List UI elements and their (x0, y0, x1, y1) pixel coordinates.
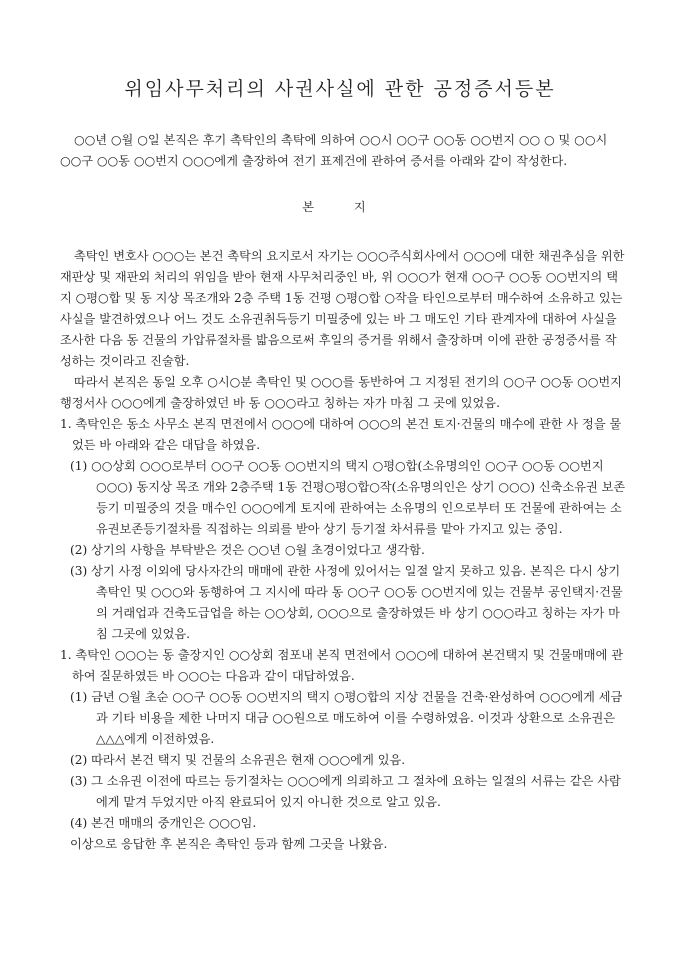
document-title: 위임사무처리의 사권사실에 관한 공정증서등본 (124, 78, 556, 100)
statement-paragraph: 촉탁인 변호사 ○○○는 본건 촉탁의 요지로서 자기는 ○○○주식회사에서 ○○○에 대한 채권추심을 위한 재판상 및 재판외 처리의 위임을 받아 현재 사무처리중인 바, 위 ○○○가 현재 ○○구 ○○동 ○○번지의 택지 ○평○합 및 동 지상 목조개와 2층 주택 1동 건평 ○평○합 ○작을 타인으로부터 매수하여 소유하고 있는 사실을 발견하였으나 어느 것도 소유권취득등기 미필중에 있는 바 그 매도인 기타 관계자에 대하여 사실을 조사한 다음 동 건물의 가압류절차를 밟음으로써 후일의 증거를 위해서 출장하며 이에 관한 공정증서를 작성하는 것이라고 진술함. (60, 249, 625, 368)
section-1-item-2: (2) 상기의 사항을 부탁받은 것은 ○○년 ○월 초경이었다고 생각함. (70, 543, 425, 557)
section-2-text: 1. 촉탁인 ○○○는 동 출장지인 ○○상회 점포내 본직 면전에서 ○○○에 대하여 본건택지 및 건물매매에 관하여 질문하였든 바 ○○○는 다음과 같이 대답하였음. (60, 648, 623, 683)
intro-paragraph: ○○년 ○월 ○일 본직은 후기 촉탁인의 촉탁에 의하여 ○○시 ○○구 ○○동 ○○번지 ○○ ○ 및 ○○시 ○○구 ○○동 ○○번지 ○○○에게 출장하여 전기 표제건에 관하여 증서를 아래와 같이 작성한다. (60, 133, 608, 168)
section-1-text: 1. 촉탁인은 동소 사무소 본직 면전에서 ○○○에 대하여 ○○○의 본건 토지·건물의 매수에 관한 사 정을 물었든 바 아래와 같은 대답을 하였음. (60, 417, 622, 452)
section-2-item-4: (4) 본건 매매의 중개인은 ○○○임. (70, 816, 257, 830)
section-1-item-1: (1) ○○상회 ○○○로부터 ○○구 ○○동 ○○번지의 택지 ○평○합(소유명의인 ○○구 ○○동 ○○번지 ○○○) 동지상 목조 개와 2층주택 1동 건평○평○합○작(소유명의인은 상기 ○○○) 신축소유권 보존등기 미필중의 것을 매수인 ○○○에게 토지에 관하여는 소유명의 인으로부터 또 건물에 관하여는 소유권보존등기절차를 직접하는 의뢰를 받아 상기 등기절 차서류를 맡아 가지고 있는 중임. (70, 459, 626, 536)
section-2-item-1: (1) 금년 ○월 초순 ○○구 ○○동 ○○번지의 택지 ○평○합의 지상 건물을 건축·완성하여 ○○○에게 세금과 기타 비용을 제한 나머지 대금 ○○원으로 매도하여 이를 수령하였음. 이것과 상환으로 소유권은 △△△에게 이전하였음. (70, 690, 623, 746)
document-body (60, 130, 626, 855)
section-heading: 본 지 (302, 200, 384, 214)
section-2-item-3: (3) 그 소유권 이전에 따르는 등기절차는 ○○○에게 의뢰하고 그 절차에 요하는 일절의 서류는 같은 사람에게 맡겨 두었지만 아직 완료되어 있지 아니한 것으로 알고 있음. (70, 774, 621, 809)
section-1-item-3: (3) 상기 사정 이외에 당사자간의 매매에 관한 사정에 있어서는 일절 알지 못하고 있음. 본직은 다시 상기 촉탁인 및 ○○○와 동행하여 그 지시에 따라 동 ○○구 ○○동 ○○번지에 있는 건물부 공인택지·건물의 거래업과 건축도급업을 하는 ○○상회, ○○○으로 출장하였든 바 상기 ○○○라고 칭하는 자가 마침 그곳에 있었음. (70, 564, 623, 641)
closing-sentence: 이상으로 응답한 후 본직은 촉탁인 등과 함께 그곳을 나왔음. (70, 837, 388, 851)
visit-paragraph: 따라서 본직은 동일 오후 ○시○분 촉탁인 및 ○○○를 동반하여 그 지정된 전기의 ○○구 ○○동 ○○번지 행정서사 ○○○에게 출장하였던 바 동 ○○○라고 칭하는 자가 마침 그 곳에 있었음. (60, 375, 622, 410)
section-2-item-2: (2) 따라서 본건 택지 및 건물의 소유권은 현재 ○○○에게 있음. (70, 753, 406, 767)
